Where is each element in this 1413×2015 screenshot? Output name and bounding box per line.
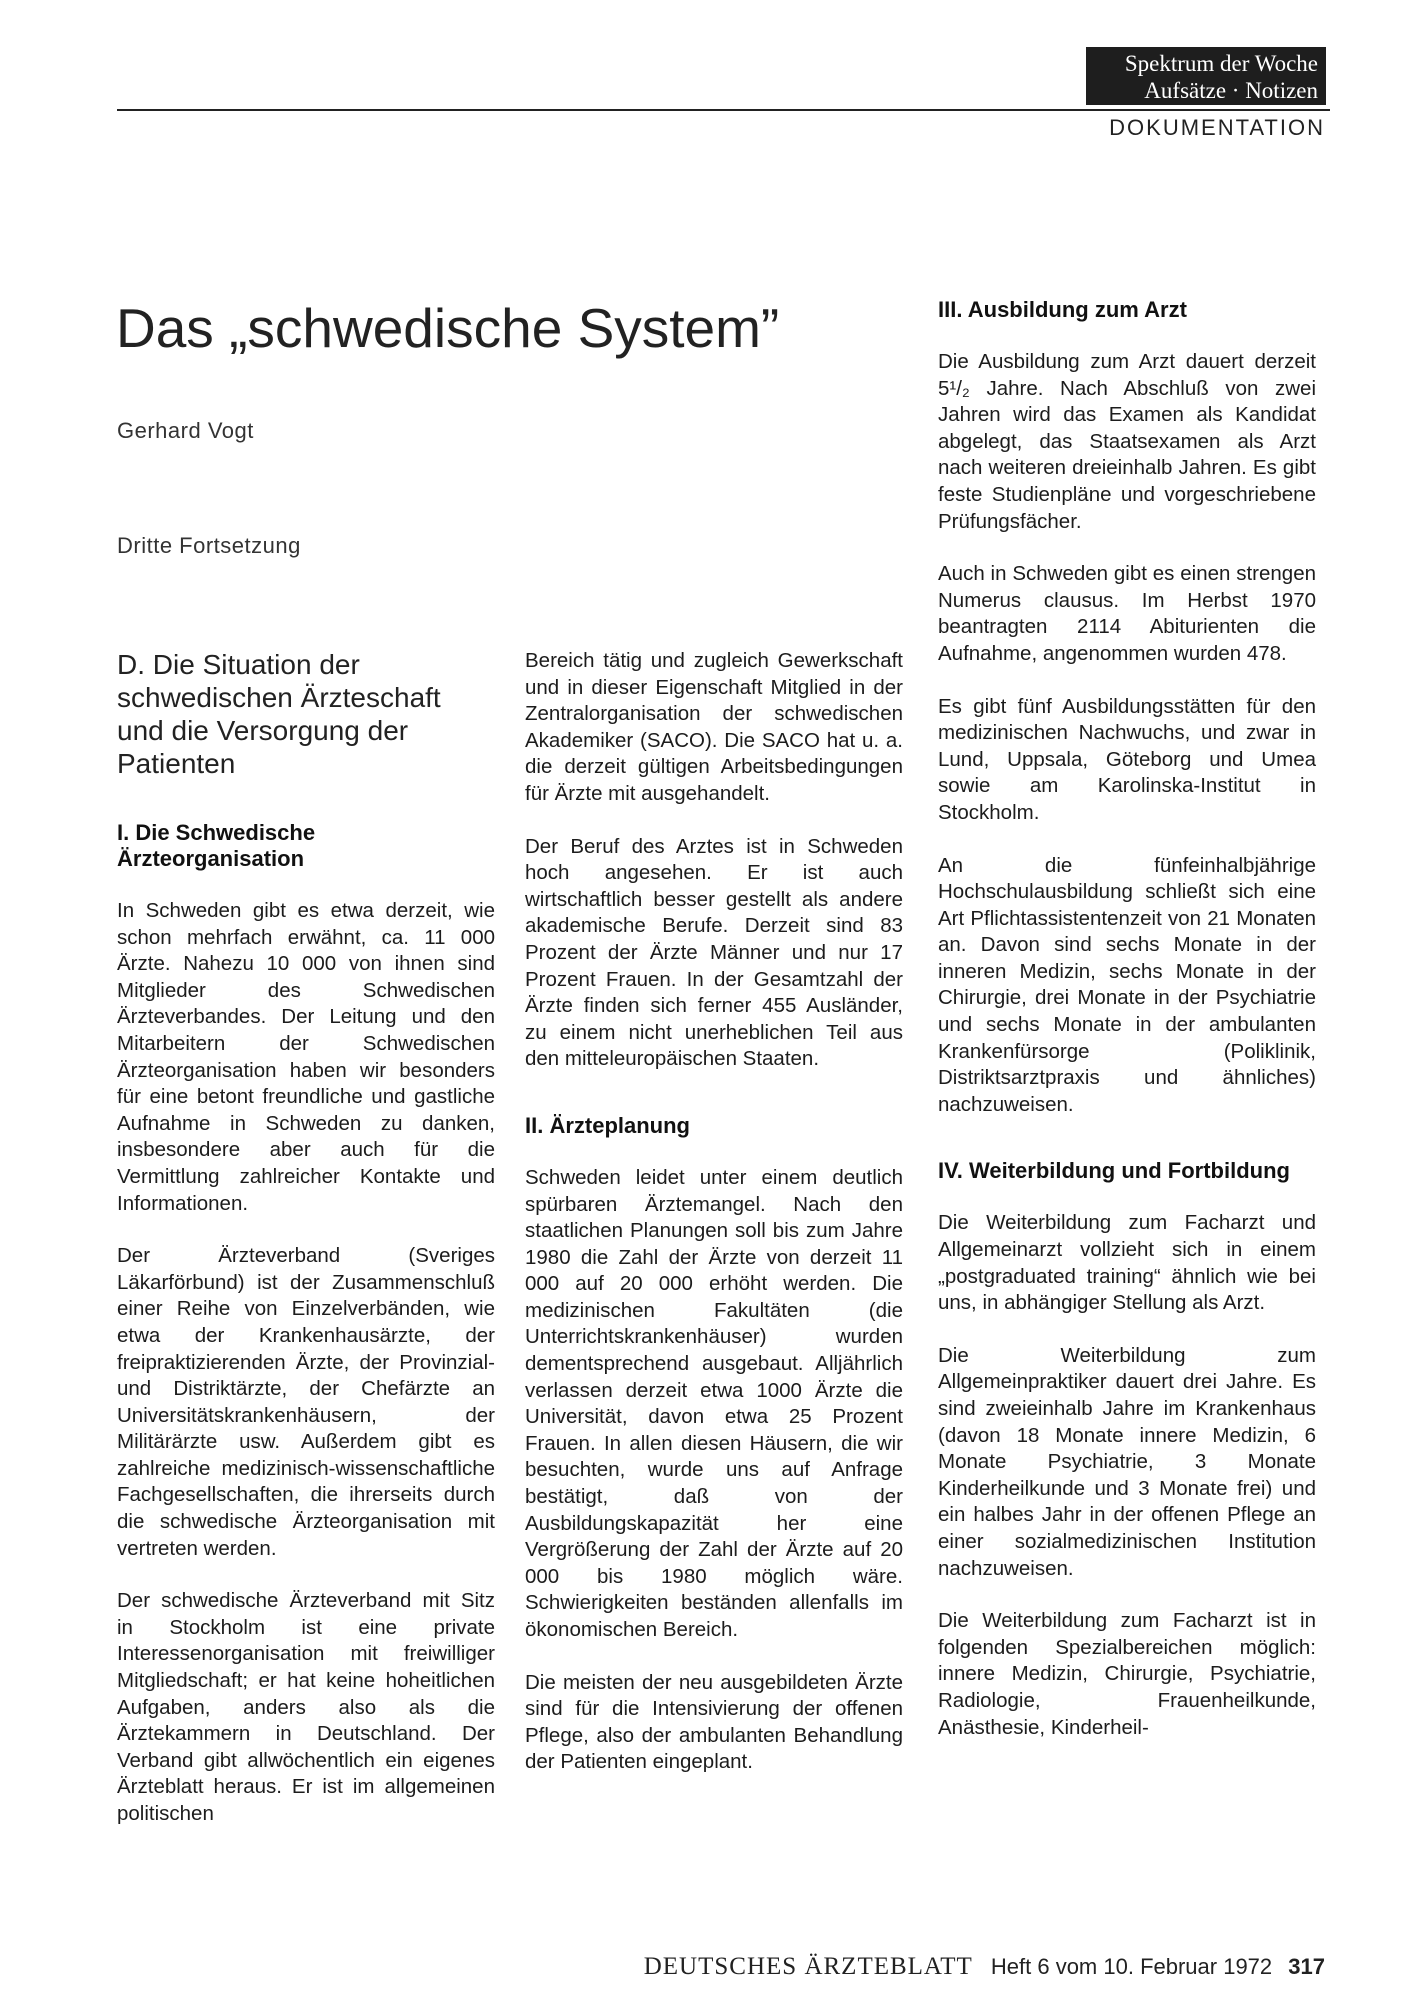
article-author: Gerhard Vogt xyxy=(117,418,254,443)
paragraph: Es gibt fünf Ausbildungsstätten für den medizinischen Nachwuchs, und zwar in Lund, Uppsala, Göteborg und Umea sowie am Karolinska-Institut in Stockholm. xyxy=(938,694,1316,824)
column-3 xyxy=(938,297,1316,1767)
paragraph: Der Ärzteverband (Sveriges Läkarförbund) ist der Zusammenschluß einer Reihe von Einzelverbänden, wie etwa der Krankenhausärzte, der freipraktizierenden Ärzte, der Provinzial- und Distriktärzte, der Chefärzte an Universitätskrankenhäusern, der Militärärzte usw. Außerdem gibt es zahlreiche medizinisch-wissenschaftliche Fachgesellschaften, die ihrerseits durch die schwedische Ärzteorganisation mit vertreten werden. xyxy=(117,1244,495,1560)
section-heading-i: I. Die Schwedische Ärzteorganisation xyxy=(117,820,316,871)
paragraph: Der schwedische Ärzteverband mit Sitz in Stockholm ist eine private Interessenorganisation mit freiwilliger Mitgliedschaft; er hat keine hoheitlichen Aufgaben, anders also als die Ärztekammern in Deutschland. Der Verband gibt allwöchentlich ein eigenes Ärzteblatt heraus. Er ist im allgemeinen politischen xyxy=(117,1589,495,1825)
paragraph: Schweden leidet unter einem deutlich spürbaren Ärztemangel. Nach den staatlichen Planungen soll bis zum Jahre 1980 die Zahl der Ärzte von derzeit 11 000 auf 20 000 erhöht werden. Die medizinischen Fakultäten (die Unterrichtskrankenhäuser) wurden dementsprechend ausgebaut. Alljährlich verlassen derzeit etwa 1000 Ärzte die Universität, davon etwa 25 Prozent Frauen. In allen diesen Häusern, die wir besuchten, wurde uns auf Anfrage bestätigt, daß von der Ausbildungskapazität her eine Vergrößerung der Zahl der Ärzte auf 20 000 bis 1980 möglich wäre. Schwierigkeiten beständen allenfalls im ökonomischen Bereich. xyxy=(525,1165,903,1641)
section-label-line2: Aufsätze · Notizen xyxy=(1144,78,1318,103)
paragraph: Die Weiterbildung zum Facharzt und Allgemeinarzt vollzieht sich in einem „postgraduated training“ ähnlich wie bei uns, in abhängiger Stellung als Arzt. xyxy=(938,1211,1316,1315)
paragraph: Die meisten der neu ausgebildeten Ärzte sind für die Intensivierung der offenen Pflege, also der ambulanten Behandlung der Patienten eingeplant. xyxy=(525,1670,903,1774)
issue-info: Heft 6 vom 10. Februar 1972 xyxy=(990,1954,1273,1979)
journal-name: DEUTSCHES ÄRZTEBLATT xyxy=(643,1953,973,1980)
page-number: 317 xyxy=(1288,1954,1325,1979)
paragraph: Die Weiterbildung zum Facharzt ist in folgenden Spezialbereichen möglich: innere Medizin, Chirurgie, Psychiatrie, Radiologie, Frauenheilkunde, Anästhesie, Kinderheil- xyxy=(938,1609,1316,1739)
section-label-line1: Spektrum der Woche xyxy=(1124,51,1318,76)
article-subtitle: Dritte Fortsetzung xyxy=(117,533,301,558)
section-heading-iv: IV. Weiterbildung und Fortbildung xyxy=(938,1158,1290,1184)
section-heading-d: D. Die Situation der schwedischen Ärzteschaft und die Versorgung der Patienten xyxy=(117,649,441,779)
paragraph: Bereich tätig und zugleich Gewerkschaft und in dieser Eigenschaft Mitglied in der Zentralorganisation der schwedischen Akademiker (SACO). Die SACO hat u. a. die derzeit gültigen Arbeitsbedingungen für Ärzte mit ausgehandelt. xyxy=(525,649,903,805)
paragraph: In Schweden gibt es etwa derzeit, wie schon mehrfach erwähnt, ca. 11 000 Ärzte. Nahezu 10 000 von ihnen sind Mitglieder des Schwedischen Ärzteverbandes. Der Leitung und den Mitarbeitern der Schwedischen Ärzteorganisation haben wir besonders für eine betont freundliche und gastliche Aufnahme in Schweden zu danken, insbesondere aber auch für die Vermittlung zahlreicher Kontakte und Informationen. xyxy=(117,899,495,1215)
column-2 xyxy=(525,648,903,1802)
paragraph: Auch in Schweden gibt es einen strengen Numerus clausus. Im Herbst 1970 beantragten 2114 Abiturienten die Aufnahme, angenommen wurden 478. xyxy=(938,562,1316,665)
column-1 xyxy=(117,648,495,1854)
header-rule xyxy=(117,109,1330,111)
paragraph: An die fünfeinhalbjährige Hochschulausbildung schließt sich eine Art Pflichtassistentenzeit von 21 Monaten an. Davon sind sechs Monate in der inneren Medizin, sechs Monate in der Chirurgie, drei Monate in der Psychiatrie und sechs Monate in der ambulanten Krankenfürsorge (Poliklinik, Distriktsarztpraxis und ähnliches) nachzuweisen. xyxy=(938,853,1316,1116)
article-title: Das „schwedische System” xyxy=(116,297,780,359)
paragraph: Der Beruf des Arztes ist in Schweden hoch angesehen. Er ist auch wirtschaftlich besser gestellt als andere akademische Berufe. Derzeit sind 83 Prozent der Ärzte Männer und nur 17 Prozent Frauen. In der Gesamtzahl der Ärzte finden sich ferner 455 Ausländer, zu einem nicht unerheblichen Teil aus den mitteleuropäischen Staaten. xyxy=(525,834,903,1071)
page-footer xyxy=(644,1953,1325,1981)
paragraph: Die Ausbildung zum Arzt dauert derzeit 5¹/₂ Jahre. Nach Abschluß von zwei Jahren wird das Examen als Kandidat abgelegt, das Staatsexamen als Arzt nach weiteren dreieinhalb Jahren. Es gibt feste Studienpläne und vorgeschriebene Prüfungsfächer. xyxy=(938,350,1316,533)
section-heading-iii: III. Ausbildung zum Arzt xyxy=(938,297,1187,322)
paragraph: Die Weiterbildung zum Allgemeinpraktiker dauert drei Jahre. Es sind zweieinhalb Jahre im Krankenhaus (davon 18 Monate innere Medizin, 6 Monate Psychiatrie, 3 Monate Kinderheilkunde und 3 Monate frei) und ein halbes Jahr in der offenen Pflege an einer sozialmedizinischen Institution nachzuweisen. xyxy=(938,1343,1316,1580)
section-label-box xyxy=(1086,47,1326,105)
section-heading-ii: II. Ärzteplanung xyxy=(525,1112,690,1138)
section-tag: DOKUMENTATION xyxy=(1109,115,1325,140)
